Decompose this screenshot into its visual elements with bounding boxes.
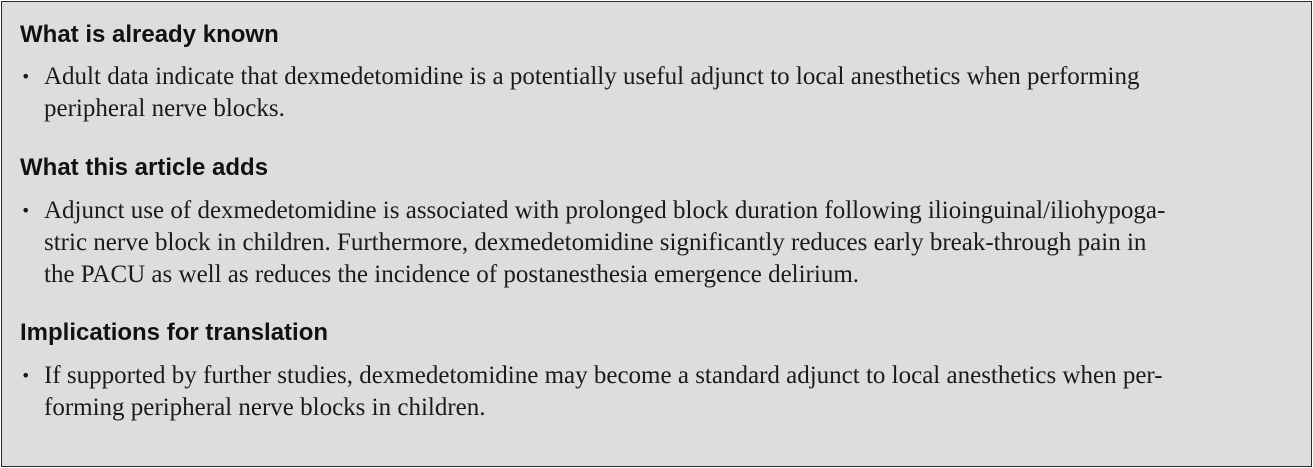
bullet-text-line: If supported by further studies, dexmedetomidine may become a standard adjunct to local anesthetics when per-: [44, 362, 1163, 389]
bullet-text-line: forming peripheral nerve blocks in children.: [44, 394, 486, 421]
key-points-box: [1, 1, 1312, 467]
bullet-text-line: Adjunct use of dexmedetomidine is associated with prolonged block duration following ilioinguinal/iliohypoga-: [44, 197, 1166, 224]
bullet-item: [20, 360, 1293, 424]
bullet-text-line: stric nerve block in children. Furthermore, dexmedetomidine significantly reduces early break-through pain in: [44, 229, 1147, 256]
bullet-icon: •: [21, 201, 31, 220]
bullet-icon: •: [21, 366, 31, 385]
section-heading: Implications for translation: [20, 319, 329, 346]
section-heading: What this article adds: [20, 154, 269, 181]
section-heading: What is already known: [20, 21, 279, 48]
bullet-icon: •: [21, 67, 31, 86]
section-article-adds: [20, 153, 1293, 291]
bullet-text-line: the PACU as well as reduces the incidence of postanesthesia emergence delirium.: [44, 261, 860, 288]
bullet-item: [20, 61, 1293, 125]
bullet-item: [20, 195, 1293, 291]
bullet-text-line: Adult data indicate that dexmedetomidine is a potentially useful adjunct to local anesthetics when performing: [44, 63, 1140, 90]
section-implications: [20, 318, 1293, 424]
section-already-known: [20, 20, 1293, 125]
bullet-text-line: peripheral nerve blocks.: [44, 95, 285, 122]
